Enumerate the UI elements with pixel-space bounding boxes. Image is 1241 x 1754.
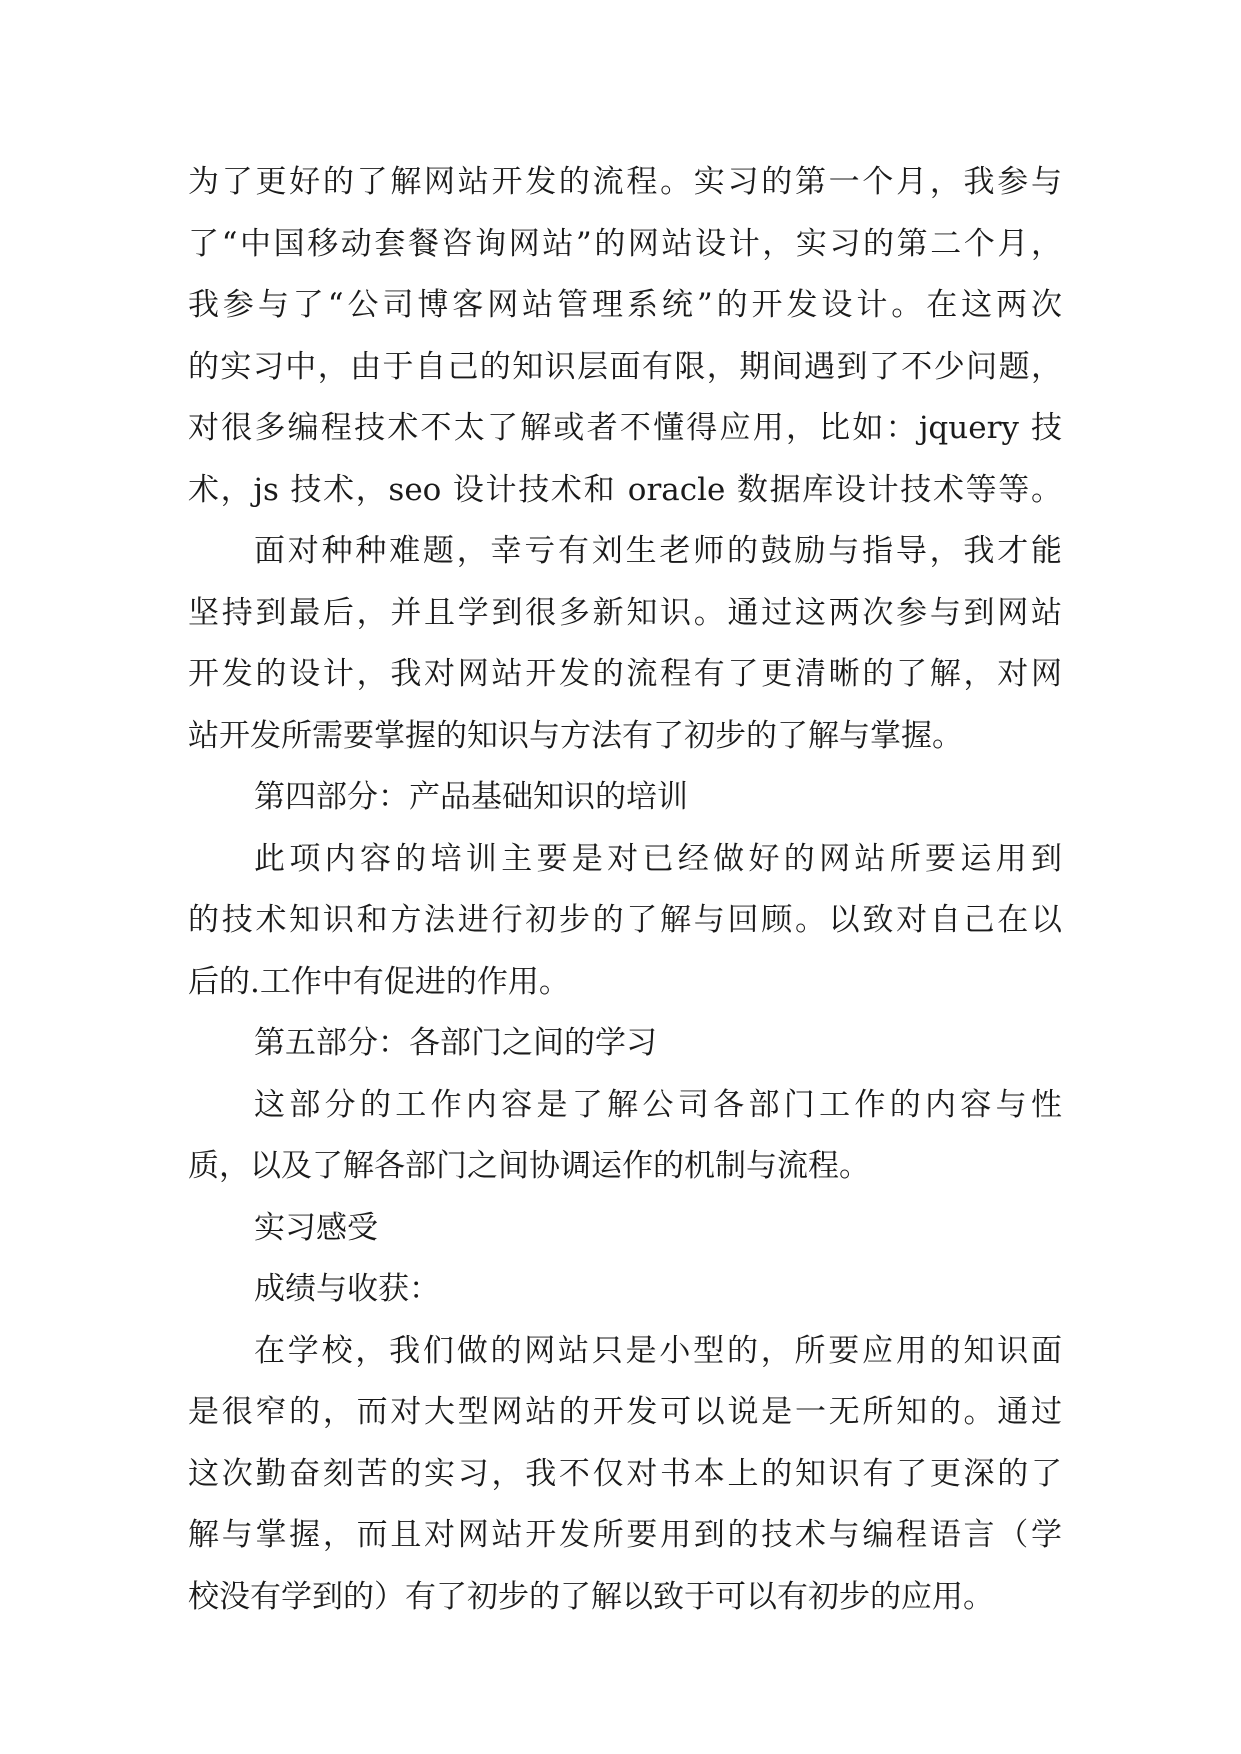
paragraph-line: 后的.工作中有促进的作用。: [188, 963, 570, 1000]
paragraph-line: 校没有学到的）有了初步的了解以致于可以有初步的应用。: [188, 1578, 994, 1615]
paragraph-line: 的技术知识和方法进行初步的了解与回顾。以致对自己在以: [188, 902, 1062, 938]
paragraph-line: 我参与了“公司博客网站管理系统”的开发设计。在这两次: [188, 287, 1062, 323]
paragraph-line: 是很窄的，而对大型网站的开发可以说是一无所知的。通过: [188, 1394, 1062, 1430]
paragraph-line: 解与掌握，而且对网站开发所要用到的技术与编程语言（学: [188, 1517, 1062, 1553]
paragraph-line: 这部分的工作内容是了解公司各部门工作的内容与性: [254, 1086, 1062, 1123]
section-heading: 成绩与收获：: [254, 1271, 440, 1307]
paragraph-line: 开发的设计，我对网站开发的流程有了更清晰的了解，对网: [188, 656, 1062, 692]
paragraph-line: 坚持到最后，并且学到很多新知识。通过这两次参与到网站: [188, 594, 1062, 631]
paragraph-line: 面对种种难题，幸亏有刘生老师的鼓励与指导，我才能: [254, 533, 1062, 569]
paragraph-line: 站开发所需要掌握的知识与方法有了初步的了解与掌握。: [188, 717, 963, 754]
paragraph-line: 此项内容的培训主要是对已经做好的网站所要运用到: [254, 840, 1062, 877]
document-body: [188, 152, 1062, 1628]
section-heading: 第五部分：各部门之间的学习: [254, 1025, 657, 1061]
section-heading: 实习感受: [254, 1209, 378, 1246]
section-heading: 第四部分：产品基础知识的培训: [254, 779, 688, 815]
paragraph-line: 在学校，我们做的网站只是小型的，所要应用的知识面: [254, 1332, 1062, 1369]
paragraph-line: 对很多编程技术不太了解或者不懂得应用，比如：jquery 技: [188, 410, 1062, 446]
paragraph-line: 为了更好的了解网站开发的流程。实习的第一个月，我参与: [188, 164, 1062, 200]
paragraph-line: 的实习中，由于自己的知识层面有限，期间遇到了不少问题，: [188, 348, 1062, 385]
paragraph-line: 这次勤奋刻苦的实习，我不仅对书本上的知识有了更深的了: [188, 1455, 1062, 1492]
paragraph-line: 术，js 技术，seo 设计技术和 oracle 数据库设计技术等等。: [188, 471, 1062, 508]
paragraph-line: 了“中国移动套餐咨询网站”的网站设计，实习的第二个月，: [188, 225, 1062, 262]
paragraph-line: 质，以及了解各部门之间协调运作的机制与流程。: [188, 1148, 870, 1184]
